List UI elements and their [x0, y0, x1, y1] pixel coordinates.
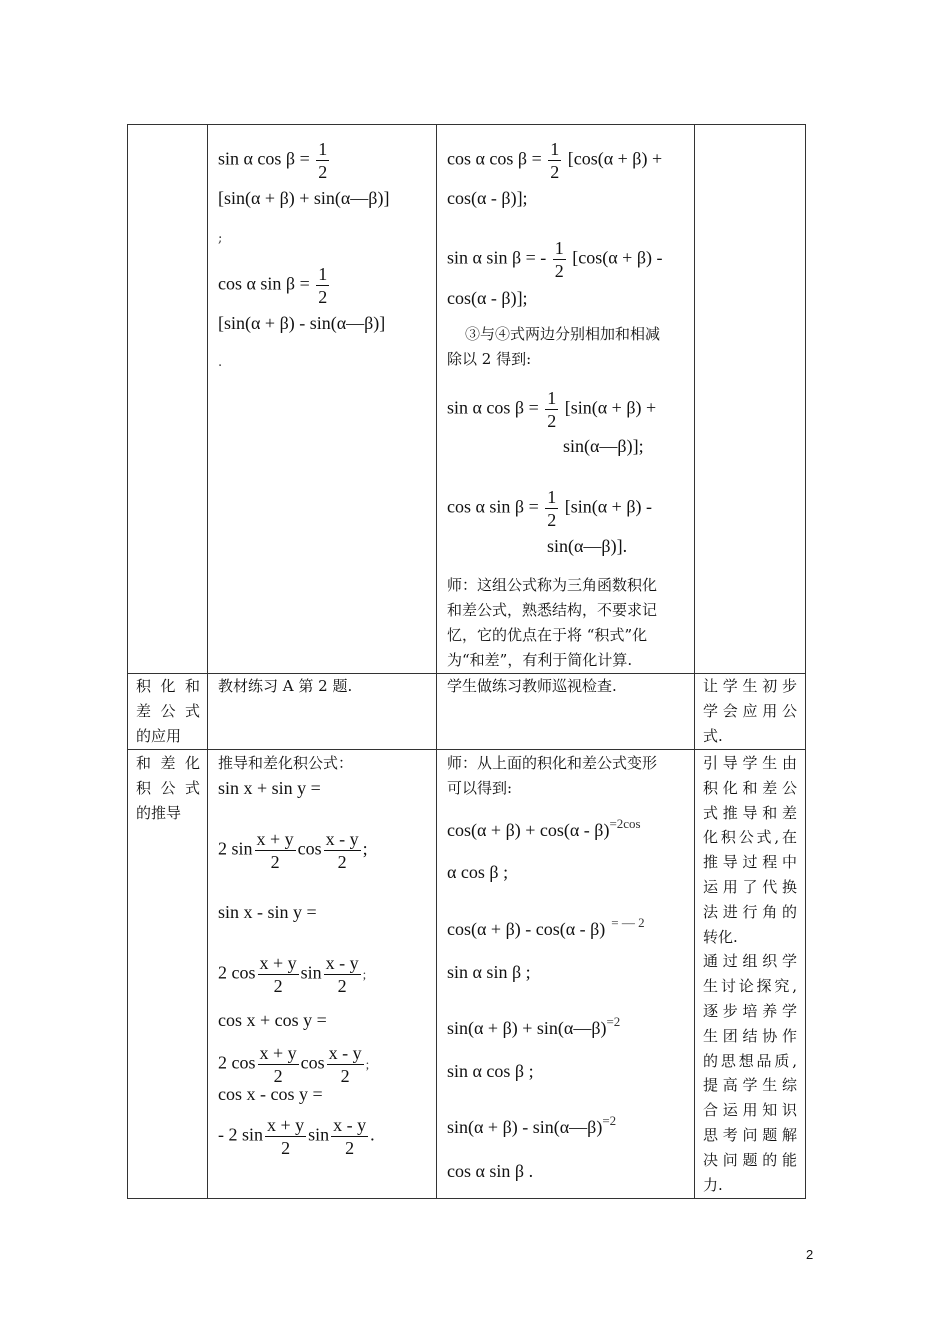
teacher-note: 可以得到:	[447, 779, 513, 797]
formula-part: cos	[297, 838, 322, 859]
lesson-table	[127, 124, 806, 1199]
formula-rhs: sin α cos β ;	[447, 1061, 534, 1081]
formula-part: 2 sin	[218, 838, 253, 859]
formula-part: sin	[300, 962, 322, 983]
teacher-note: 师：这组公式称为三角函数积化	[447, 576, 658, 594]
period: .	[218, 355, 223, 370]
fraction-half: $\frac{1}{2}$	[318, 139, 328, 182]
fraction-x-plus-y: $\frac{x + y}{2}$	[259, 953, 297, 996]
formula-part: - 2 sin	[218, 1124, 263, 1145]
formula-lhs: cos x - cos y =	[218, 1084, 323, 1104]
purpose-text: 法进行角的	[703, 902, 797, 921]
fraction-half: $\frac{1}{2}$	[318, 264, 328, 307]
row1-col3	[437, 125, 695, 674]
row3-col4	[695, 750, 806, 1199]
section-label: 和差化	[136, 754, 200, 772]
formula-rhs: [sin(α + β) +	[564, 397, 657, 418]
section-label: 差公式	[136, 702, 200, 720]
teacher-note: 和差公式，熟悉结构，不要求记	[447, 601, 658, 619]
formula-lhs: cos α cos β =	[447, 148, 542, 169]
formula-lhs: sin(α + β) - sin(α—β)	[447, 1117, 603, 1137]
row2-col1	[128, 674, 208, 750]
formula-lhs: sin(α + β) + sin(α—β)	[447, 1018, 607, 1038]
semicolon: ;	[218, 231, 223, 246]
formula-lhs: cos α sin β =	[218, 273, 310, 294]
formula-tail: =2	[606, 1014, 621, 1029]
purpose-text: 的思想品质,	[703, 1051, 797, 1070]
purpose-text: 合运用知识	[703, 1101, 797, 1120]
purpose-text: 让学生初步	[703, 677, 797, 695]
fraction-x-minus-y: $\frac{x - y}{2}$	[325, 829, 359, 872]
formula-lhs: cos(α + β) + cos(α - β)	[447, 820, 610, 840]
formula-part: 2 cos	[218, 1052, 256, 1073]
purpose-text: 通过组织学	[703, 952, 797, 971]
formula-tail: =2cos	[609, 816, 641, 831]
row1-col1	[128, 125, 208, 674]
purpose-text: 推导过程中	[703, 853, 797, 872]
note-text: 除以 2 得到:	[447, 350, 532, 368]
formula-rhs: α cos β ;	[447, 862, 509, 882]
purpose-text: 力.	[703, 1175, 723, 1194]
row1-col4	[695, 125, 806, 674]
formula-rhs: sin(α—β)];	[563, 436, 644, 456]
formula-part: 2 cos	[218, 962, 256, 983]
formula-part: sin	[308, 1124, 330, 1145]
row2-col2	[208, 674, 437, 750]
purpose-text: 积化和差公	[703, 778, 797, 797]
activity-text: 学生做练习教师巡视检查.	[447, 677, 617, 695]
section-label: 积公式	[136, 779, 200, 797]
formula-lhs: cos α sin β =	[447, 496, 539, 517]
row3-col1	[128, 750, 208, 1199]
purpose-text: 逐步培养学	[703, 1002, 797, 1020]
purpose-text: 转化.	[703, 927, 738, 946]
fraction-half: $\frac{1}{2}$	[554, 238, 564, 281]
fraction-x-plus-y: $\frac{x + y}{2}$	[267, 1115, 305, 1158]
formula-rhs: cos(α - β)];	[447, 188, 528, 208]
formula-tail: =2	[602, 1113, 617, 1128]
formula-lhs: sin α sin β = -	[447, 247, 547, 268]
fraction-half: $\frac{1}{2}$	[547, 388, 557, 431]
purpose-text: 引导学生由	[703, 754, 797, 772]
fraction-x-minus-y: $\frac{x - y}{2}$	[325, 953, 359, 996]
purpose-text: 生讨论探究,	[703, 977, 797, 996]
row3-col2: 推导和差化积公式： sin x + sin y = 2 sin $\frac{x + y}{2}$ cos $\frac{x - y}{2}$ ; sin x - sin y = 2 cos $\frac{x + y}{2}$ sin $\frac{x - y}{2}$ ; cos x + cos y = 2 cos $\frac{x + y}{2}$ cos $\frac{x - y}{2}$ ; cos x - cos y = - 2 sin $\frac{x + y}{2}$ sin $\frac{x - y}{2}$ .	[208, 750, 437, 1199]
formula-lhs: cos(α + β) - cos(α - β)	[447, 919, 606, 939]
fraction-x-plus-y: $\frac{x + y}{2}$	[256, 829, 294, 872]
purpose-text: 式推导和差	[703, 803, 797, 822]
purpose-text: 运用了代换	[703, 878, 797, 896]
section-label: 的应用	[136, 727, 182, 745]
row3-col3	[437, 750, 695, 1199]
section-label: 积化和	[136, 677, 200, 695]
section-label: 的推导	[136, 804, 182, 822]
row2-col4	[695, 674, 806, 750]
formula-lhs: sin x - sin y =	[218, 902, 317, 922]
exercise-text: 教材练习 A 第 2 题.	[218, 677, 353, 695]
page-number: 2	[806, 1247, 814, 1262]
table-row	[128, 750, 806, 1199]
formula-rhs: sin(α—β)].	[547, 536, 628, 556]
table-row	[128, 674, 806, 750]
formula-tail: = — 2	[611, 915, 645, 930]
formula-rhs: [sin(α + β) -	[564, 496, 652, 517]
purpose-text: 化积公式,在	[703, 828, 797, 847]
teacher-note: 师：从上面的积化和差公式变形	[447, 754, 658, 772]
teacher-note: 忆，它的优点在于将 “积式”化	[447, 626, 648, 644]
formula-lhs: sin α cos β =	[447, 397, 539, 418]
derivation-title: 推导和差化积公式：	[218, 754, 354, 772]
fraction-half: $\frac{1}{2}$	[547, 487, 557, 530]
teacher-note: 为“和差”，有利于简化计算.	[447, 651, 633, 669]
row1-col2	[208, 125, 437, 674]
purpose-text: 提高学生综	[703, 1076, 797, 1095]
purpose-text: 思考问题解	[703, 1126, 797, 1144]
formula-rhs: [cos(α + β) -	[572, 247, 663, 268]
note-text: ③与④式两边分别相加和相减	[465, 325, 661, 343]
formula-part: cos	[300, 1052, 325, 1073]
fraction-x-plus-y: $\frac{x + y}{2}$	[259, 1043, 297, 1086]
formula-rhs: [sin(α + β) + sin(α—β)]	[218, 188, 390, 208]
formula-rhs: cos α sin β .	[447, 1161, 534, 1181]
row2-col3	[437, 674, 695, 750]
purpose-text: 式.	[703, 727, 723, 745]
formula-rhs: cos(α - β)];	[447, 288, 528, 308]
formula-lhs: cos x + cos y =	[218, 1010, 327, 1030]
table-row	[128, 125, 806, 674]
formula-rhs: sin α sin β ;	[447, 962, 531, 982]
formula-lhs: sin x + sin y =	[218, 778, 321, 798]
formula-rhs: [cos(α + β) +	[567, 148, 663, 169]
fraction-x-minus-y: $\frac{x - y}{2}$	[333, 1115, 367, 1158]
purpose-text: 学会应用公	[703, 702, 797, 720]
purpose-text: 生团结协作	[703, 1026, 797, 1045]
formula-rhs: [sin(α + β) - sin(α—β)]	[218, 313, 386, 333]
fraction-half: $\frac{1}{2}$	[550, 139, 560, 182]
formula-lhs: sin α cos β =	[218, 148, 310, 169]
purpose-text: 决问题的能	[703, 1150, 797, 1169]
fraction-x-minus-y: $\frac{x - y}{2}$	[328, 1043, 362, 1086]
